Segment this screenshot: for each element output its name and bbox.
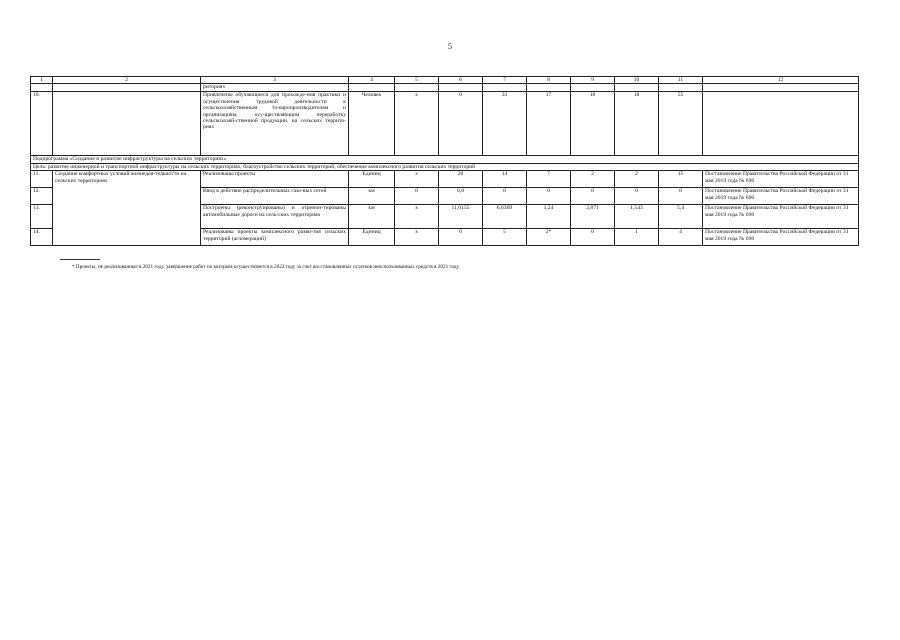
- indicator-cell: риториях: [201, 84, 349, 92]
- value-cell: 0: [527, 188, 571, 205]
- value-cell: 0: [439, 229, 483, 246]
- header-cell: 2: [53, 77, 201, 84]
- unit-cell: км: [349, 205, 395, 229]
- header-cell: 7: [483, 77, 527, 84]
- value-cell: 0: [615, 188, 659, 205]
- source-cell: Постановление Правительства Российской Федерации от 31 мая 2019 года № 696: [703, 171, 859, 188]
- header-cell: 3: [201, 77, 349, 84]
- value-cell: 4: [659, 229, 703, 246]
- value-cell: х: [395, 92, 439, 156]
- value-cell: х: [395, 171, 439, 188]
- source-cell: [703, 92, 859, 156]
- value-cell: 7: [527, 171, 571, 188]
- value-cell: 0: [395, 188, 439, 205]
- task-cell: Создание комфортных условий жизнедея-тельности на сельских территориях: [53, 171, 201, 246]
- value-cell: 0: [571, 229, 615, 246]
- indicator-cell: Привлечены обучающиеся для прохожде-ния практики и осуществления трудовой деятельности к сельскохозяйственным то-варопроизводителям и организациям, осу-ществляющим переработку сельскохозяй-ственной продукции, на сельских террито-риях: [201, 92, 349, 156]
- header-row: [31, 77, 859, 84]
- value-cell: 33: [483, 92, 527, 156]
- value-cell: 18: [571, 92, 615, 156]
- header-cell: 9: [571, 77, 615, 84]
- footnote: * Проекты, не реализованные в 2021 году, завершение работ по которым осуществляется в 2022 году за счет восстановленных остатков неиспользованных средств в 2021 году.: [72, 264, 460, 270]
- header-cell: 12: [703, 77, 859, 84]
- subprogram-row: [31, 156, 859, 163]
- header-cell: 10: [615, 77, 659, 84]
- value-cell: 5,4: [659, 205, 703, 229]
- page-number: 5: [448, 42, 452, 51]
- header-cell: 5: [395, 77, 439, 84]
- value-cell: 2: [571, 171, 615, 188]
- value-cell: 1: [615, 229, 659, 246]
- value-cell: 6,6369: [483, 205, 527, 229]
- row-number: 13.: [31, 205, 53, 229]
- indicator-cell: Реализованы проекты комплексного разви-тия сельских территорий (агломераций): [201, 229, 349, 246]
- row-number: 11.: [31, 171, 53, 188]
- value-cell: 26: [439, 171, 483, 188]
- value-cell: 0: [571, 188, 615, 205]
- header-cell: 4: [349, 77, 395, 84]
- value-cell: 11,0155: [439, 205, 483, 229]
- indicator-cell: Построены (реконструированы) и отремон-тированы автомобильные дороги на сель-ских территориях: [201, 205, 349, 229]
- table-row: [31, 171, 859, 188]
- source-cell: Постановление Правительства Российской Федерации от 31 мая 2019 года № 696: [703, 229, 859, 246]
- value-cell: 17: [527, 92, 571, 156]
- value-cell: 55: [659, 92, 703, 156]
- value-cell: 2*: [527, 229, 571, 246]
- value-cell: 0,8: [439, 188, 483, 205]
- unit-cell: Единиц: [349, 229, 395, 246]
- value-cell: 2,871: [571, 205, 615, 229]
- header-cell: 6: [439, 77, 483, 84]
- value-cell: 1,24: [527, 205, 571, 229]
- value-cell: 2: [615, 171, 659, 188]
- value-cell: 0: [483, 188, 527, 205]
- value-cell: х: [395, 205, 439, 229]
- indicator-cell: Ввод в действие распределительных газо-вых сетей: [201, 188, 349, 205]
- row-number: 10.: [31, 92, 53, 156]
- value-cell: 18: [615, 92, 659, 156]
- value-cell: 14: [483, 171, 527, 188]
- continuation-row: [31, 84, 859, 92]
- row-number: 12.: [31, 188, 53, 205]
- unit-cell: км: [349, 188, 395, 205]
- value-cell: 15: [659, 171, 703, 188]
- value-cell: 1,543: [615, 205, 659, 229]
- header-cell: 1: [31, 77, 53, 84]
- goal-row: [31, 163, 859, 170]
- value-cell: х: [395, 229, 439, 246]
- value-cell: 0: [659, 188, 703, 205]
- table-row: [31, 92, 859, 156]
- header-cell: 11: [659, 77, 703, 84]
- source-cell: Постановление Правительства Российской Федерации от 31 мая 2019 года № 696: [703, 188, 859, 205]
- indicator-cell: Реализованы проекты: [201, 171, 349, 188]
- value-cell: 5: [483, 229, 527, 246]
- indicators-table: [30, 76, 859, 246]
- unit-cell: Единиц: [349, 171, 395, 188]
- goal-text: Цель: развитие инженерной и транспортной инфраструктуры на сельских территориях, благоустройство сельских территорий, обеспечение комплексного развития сельских территорий: [31, 163, 859, 170]
- footnote-divider: [60, 259, 100, 260]
- unit-cell: Человек: [349, 92, 395, 156]
- header-cell: 8: [527, 77, 571, 84]
- value-cell: 0: [439, 92, 483, 156]
- source-cell: Постановление Правительства Российской Федерации от 31 мая 2019 года № 696: [703, 205, 859, 229]
- subprogram-title: Подпрограмма «Создание и развитие инфраструктуры на сельских территориях»: [31, 156, 859, 163]
- row-number: 14.: [31, 229, 53, 246]
